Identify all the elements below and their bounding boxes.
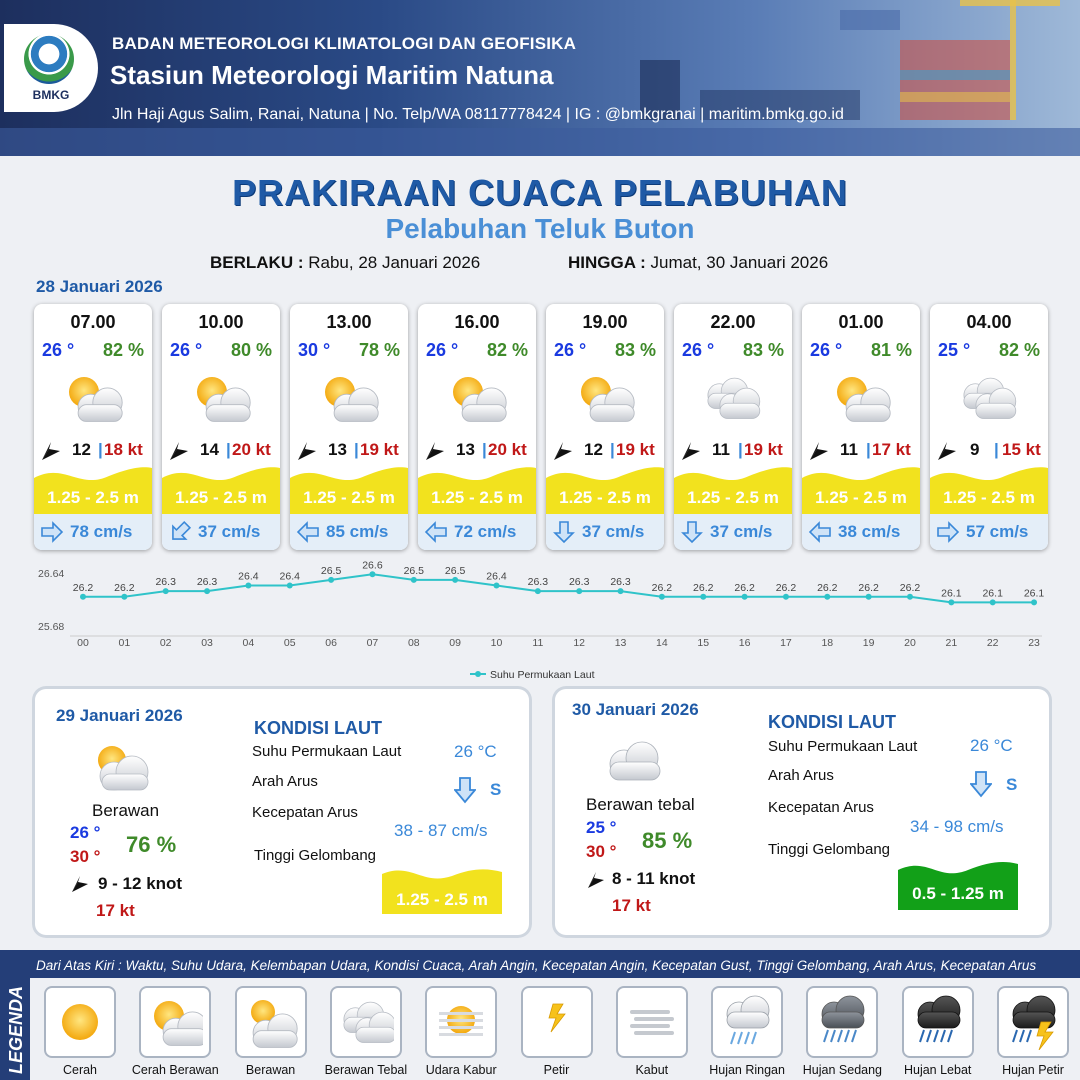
air-temperature: 26 ° [682, 340, 715, 360]
x-tick-label: 22 [986, 637, 999, 649]
hourly-card [546, 304, 664, 550]
valid-to [568, 253, 828, 273]
wind-gust: 18 kt [104, 440, 143, 459]
sst-point [866, 594, 872, 600]
humidity: 81 % [870, 340, 912, 360]
x-tick-label: 14 [656, 637, 668, 649]
legend-label: Hujan Sedang [802, 1063, 882, 1077]
wind-speed: 12 [584, 440, 603, 459]
wave-height: 1.25 - 2.5 m [431, 488, 523, 507]
sst-label: Suhu Permukaan Laut [768, 738, 918, 755]
wind-direction-icon [168, 440, 190, 462]
day-condition: Berawan tebal [586, 795, 695, 814]
air-temperature: 30 ° [298, 340, 331, 360]
legend-icon-box [521, 986, 593, 1058]
wind-info [552, 438, 662, 462]
x-tick-label: 01 [118, 637, 131, 649]
sst-value: 26 °C [970, 736, 1013, 755]
x-tick-label: 12 [573, 637, 586, 649]
valid-to-value: Jumat, 30 Januari 2026 [650, 253, 829, 272]
day-humidity: 76 % [126, 832, 177, 857]
valid-to-label: HINGGA : [568, 253, 646, 272]
current-speed: 37 cm/s [710, 522, 773, 541]
current-info [546, 514, 664, 550]
sst-point [576, 588, 582, 594]
legend-label: Hujan Lebat [903, 1063, 972, 1077]
value-label: 26.3 [196, 576, 218, 589]
valid-from-label: BERLAKU : [210, 253, 304, 272]
value-label: 26.2 [775, 581, 797, 594]
legend-icon-box [997, 986, 1069, 1058]
wind-gust: 15 kt [1002, 440, 1041, 459]
forecast-time: 22.00 [710, 312, 756, 332]
air-temperature: 25 ° [938, 340, 971, 360]
x-tick-label: 06 [325, 637, 337, 649]
cerah-berawan-icon [62, 370, 128, 428]
valid-from-value: Rabu, 28 Januari 2026 [308, 253, 481, 272]
sst-value: 26 °C [454, 742, 497, 761]
sst-point [700, 594, 706, 600]
sea-condition-title: KONDISI LAUT [768, 712, 896, 732]
current-speed-label: Kecepatan Arus [768, 799, 874, 816]
current-speed: 34 - 98 cm/s [910, 817, 1004, 836]
berawan-tebal-icon [958, 370, 1024, 428]
value-label: 26.2 [651, 581, 673, 594]
wind-separator: | [226, 440, 231, 459]
humidity: 83 % [742, 340, 784, 360]
wind-gust: 17 kt [872, 440, 911, 459]
wave-height: 0.5 - 1.25 m [912, 884, 1004, 903]
hourly-card [930, 304, 1048, 550]
wind-separator: | [994, 440, 999, 459]
sst-point [1031, 599, 1037, 605]
cerah-berawan-icon [147, 994, 203, 1050]
current-arrow-icon [168, 520, 192, 544]
sst-point [245, 583, 251, 589]
day-box-29 [32, 686, 532, 938]
legend-entry: Suhu Permukaan Laut [490, 669, 595, 681]
current-info [674, 514, 792, 550]
day-gust: 17 kt [96, 901, 135, 920]
x-tick-label: 18 [821, 637, 834, 649]
x-tick-label: 16 [738, 637, 751, 649]
sst-point [783, 594, 789, 600]
current-info [162, 514, 280, 550]
forecast-time: 04.00 [966, 312, 1012, 332]
sst-label: Suhu Permukaan Laut [252, 743, 402, 760]
forecast-time: 01.00 [838, 312, 884, 332]
wind-separator: | [354, 440, 359, 459]
sst-point [452, 577, 458, 583]
current-info [930, 514, 1048, 550]
air-temperature: 26 ° [810, 340, 843, 360]
cerah-icon [52, 994, 108, 1050]
current-speed: 57 cm/s [966, 522, 1029, 541]
day1-date: 28 Januari 2026 [36, 277, 163, 296]
station-name: Stasiun Meteorologi Maritim Natuna [110, 60, 554, 90]
wind-direction-icon [586, 870, 606, 890]
day-temp-max: 30 ° [586, 842, 617, 861]
current-info [290, 514, 408, 550]
day-date: 29 Januari 2026 [56, 706, 183, 725]
hourly-card [162, 304, 280, 550]
legend-icon-box [235, 986, 307, 1058]
bmkg-emblem-icon [24, 34, 74, 84]
legend-label: Berawan Tebal [324, 1063, 408, 1077]
day-temp-max: 30 ° [70, 847, 101, 866]
wind-direction-icon [680, 440, 702, 462]
legend-icon-box [616, 986, 688, 1058]
current-speed: 37 cm/s [582, 522, 645, 541]
current-direction: S [490, 780, 502, 799]
day-condition: Berawan [92, 801, 160, 820]
sst-point [121, 594, 127, 600]
x-tick-label: 15 [697, 637, 710, 649]
petir-icon [529, 994, 585, 1050]
sst-point [287, 583, 293, 589]
current-info [802, 514, 920, 550]
wind-separator: | [482, 440, 487, 459]
humidity: 80 % [230, 340, 272, 360]
humidity: 78 % [358, 340, 400, 360]
cerah-berawan-icon [190, 370, 256, 428]
wind-info [808, 438, 918, 462]
wind-gust: 19 kt [360, 440, 399, 459]
legend-icon-box [139, 986, 211, 1058]
wave-height-label: Tinggi Gelombang [768, 841, 891, 858]
x-tick-label: 23 [1028, 637, 1040, 649]
berawan-tebal-icon [702, 370, 768, 428]
wind-gust: 19 kt [616, 440, 655, 459]
cerah-berawan-icon [318, 370, 384, 428]
header-banner [0, 0, 1080, 156]
value-label: 26.4 [279, 570, 300, 583]
legend-label: Hujan Ringan [709, 1063, 785, 1077]
humidity: 82 % [998, 340, 1040, 360]
value-label: 26.2 [693, 581, 714, 594]
x-tick-label: 10 [490, 637, 503, 649]
x-tick-label: 09 [449, 637, 461, 649]
wind-separator: | [610, 440, 615, 459]
value-label: 26.2 [858, 581, 879, 594]
wind-gust: 19 kt [744, 440, 783, 459]
wind-separator: | [98, 440, 103, 459]
legend-description: Dari Atas Kiri : Waktu, Suhu Udara, Kelembapan Udara, Kondisi Cuaca, Arah Angin, Kecepatan Angin, Kecepatan Gust, Tinggi Gelombang, Arah Arus, Kecepatan Arus [36, 958, 1037, 973]
wave-height: 1.25 - 2.5 m [175, 488, 267, 507]
forecast-time: 19.00 [582, 312, 628, 332]
x-tick-label: 07 [366, 637, 379, 649]
wind-direction-icon [552, 440, 574, 462]
air-temperature: 26 ° [426, 340, 459, 360]
cerah-berawan-icon [574, 370, 640, 428]
value-label: 26.6 [362, 560, 383, 572]
current-arrow-icon [936, 520, 960, 544]
value-label: 26.3 [527, 576, 549, 589]
wind-direction-icon [70, 874, 90, 894]
legend-icon-box [902, 986, 974, 1058]
hujan-ringan-icon [719, 994, 775, 1050]
forecast-time: 10.00 [198, 312, 244, 332]
svg-text:LEGENDA: LEGENDA [6, 985, 26, 1074]
sst-point [494, 583, 500, 589]
kabut-icon [624, 994, 680, 1050]
day-box-30 [552, 686, 1052, 938]
wind-info [168, 438, 278, 462]
current-speed: 85 cm/s [326, 522, 389, 541]
hujan-lebat-icon [910, 994, 966, 1050]
day-temp-min: 26 ° [70, 823, 101, 842]
wind-speed: 14 [200, 440, 219, 459]
humidity: 82 % [486, 340, 528, 360]
wind-direction-icon [936, 440, 958, 462]
value-label: 26.2 [899, 581, 921, 594]
wave-height: 1.25 - 2.5 m [559, 488, 651, 507]
legend-label: Berawan [245, 1063, 296, 1077]
cloudy-icon [88, 738, 158, 796]
sst-point [369, 571, 375, 577]
wave-height-label: Tinggi Gelombang [254, 847, 377, 864]
forecast-time: 16.00 [454, 312, 500, 332]
current-speed-label: Kecepatan Arus [252, 804, 358, 821]
hourly-card [34, 304, 152, 550]
forecast-time: 13.00 [326, 312, 372, 332]
legend-label: Cerah [62, 1063, 98, 1077]
berawan-tebal-icon [338, 994, 394, 1050]
x-tick-label: 04 [242, 637, 255, 649]
sst-point [163, 588, 169, 594]
hourly-card [418, 304, 536, 550]
value-label: 26.2 [734, 581, 755, 594]
wind-info [936, 438, 1046, 462]
value-label: 26.1 [1023, 587, 1045, 600]
legend-icon-box [330, 986, 402, 1058]
x-tick-label: 21 [945, 637, 958, 649]
berawan-icon [243, 994, 299, 1050]
humidity: 82 % [102, 340, 144, 360]
overcast-icon [602, 736, 668, 786]
x-tick-label: 03 [201, 637, 213, 649]
wind-info [680, 438, 790, 462]
x-tick-label: 20 [904, 637, 916, 649]
current-speed: 37 cm/s [198, 522, 261, 541]
y-tick-label: 26.64 [38, 568, 65, 580]
value-label: 26.3 [155, 576, 176, 589]
sst-point [535, 588, 541, 594]
wind-speed: 13 [328, 440, 347, 459]
air-temperature: 26 ° [42, 340, 75, 360]
wind-direction-icon [40, 440, 62, 462]
wave-height: 1.25 - 2.5 m [303, 488, 395, 507]
current-info [34, 514, 152, 550]
wind-info [296, 438, 406, 462]
wind-speed: 12 [72, 440, 91, 459]
legend-marker [475, 671, 481, 677]
wind-speed: 13 [456, 440, 475, 459]
hujan-sedang-icon [814, 994, 870, 1050]
legend-icon-box [425, 986, 497, 1058]
value-label: 26.5 [403, 564, 425, 577]
sea-condition-title: KONDISI LAUT [254, 718, 382, 738]
x-tick-label: 00 [77, 637, 89, 649]
wind-info [40, 438, 150, 462]
legend-label: Cerah Berawan [131, 1063, 219, 1077]
value-label: 26.5 [320, 564, 342, 577]
wind-separator: | [738, 440, 743, 459]
value-label: 26.2 [817, 581, 838, 594]
valid-from [210, 253, 480, 273]
current-direction-label: Arah Arus [768, 767, 834, 784]
current-direction-label: Arah Arus [252, 773, 318, 790]
current-speed: 38 - 87 cm/s [394, 821, 488, 840]
current-arrow-icon [424, 520, 448, 544]
sst-point [907, 594, 913, 600]
hujan-petir-icon [1005, 994, 1061, 1050]
wind-speed: 9 [970, 440, 980, 459]
x-tick-label: 19 [862, 637, 875, 649]
legend-icon-box [711, 986, 783, 1058]
sst-point [411, 577, 417, 583]
wind-gust: 20 kt [232, 440, 271, 459]
hourly-card [290, 304, 408, 550]
value-label: 26.2 [72, 581, 94, 594]
x-tick-label: 08 [407, 637, 420, 649]
wind-speed: 11 [840, 440, 858, 459]
current-speed: 78 cm/s [70, 522, 133, 541]
current-arrow-icon [552, 520, 576, 544]
sst-line-chart [0, 560, 1080, 685]
current-arrow-icon [40, 520, 64, 544]
current-speed: 38 cm/s [838, 522, 901, 541]
x-tick-label: 05 [283, 637, 296, 649]
current-arrow-down-icon [970, 770, 992, 798]
day-gust: 17 kt [612, 896, 651, 915]
x-tick-label: 02 [159, 637, 172, 649]
hourly-card [674, 304, 792, 550]
value-label: 26.3 [568, 576, 590, 589]
sst-point [824, 594, 830, 600]
current-arrow-icon [680, 520, 704, 544]
sst-point [618, 588, 624, 594]
wind-direction-icon [296, 440, 318, 462]
sst-point [328, 577, 334, 583]
hourly-card [802, 304, 920, 550]
wind-direction-icon [808, 440, 830, 462]
bmkg-logo [4, 24, 98, 112]
wind-speed: 11 [712, 440, 730, 459]
x-tick-label: 11 [532, 637, 544, 649]
value-label: 26.1 [941, 587, 962, 600]
legend-label: Hujan Petir [1002, 1063, 1064, 1077]
legend-icon-box [44, 986, 116, 1058]
value-label: 26.4 [486, 570, 507, 583]
day-temp-min: 25 ° [586, 818, 617, 837]
day-wind-speed: 9 - 12 knot [98, 874, 183, 893]
x-tick-label: 13 [614, 637, 627, 649]
value-label: 26.3 [610, 576, 631, 589]
wave-height: 1.25 - 2.5 m [943, 488, 1035, 507]
air-temperature: 26 ° [170, 340, 203, 360]
cerah-berawan-icon [830, 370, 896, 428]
org-name: BADAN METEOROLOGI KLIMATOLOGI DAN GEOFISIKA [112, 34, 577, 53]
current-info [418, 514, 536, 550]
cerah-berawan-icon [446, 370, 512, 428]
port-name: Pelabuhan Teluk Buton [385, 213, 695, 244]
sst-point [948, 599, 954, 605]
page-title: PRAKIRAAN CUACA PELABUHAN [232, 172, 848, 213]
day-humidity: 85 % [642, 828, 693, 853]
wave-height: 1.25 - 2.5 m [396, 890, 488, 909]
value-label: 26.2 [114, 581, 135, 594]
day-date: 30 Januari 2026 [572, 700, 699, 719]
wave-height: 1.25 - 2.5 m [687, 488, 779, 507]
legend-label: Udara Kabur [425, 1063, 497, 1077]
sst-point [80, 594, 86, 600]
legend-title [4, 958, 28, 1078]
legend-label: Kabut [635, 1063, 669, 1077]
current-speed: 72 cm/s [454, 522, 517, 541]
current-direction: S [1006, 775, 1018, 794]
day-wind-speed: 8 - 11 knot [612, 869, 696, 888]
value-label: 26.5 [444, 564, 466, 577]
wind-separator: | [866, 440, 871, 459]
legend-icon-box [806, 986, 878, 1058]
contact-info: Jln Haji Agus Salim, Ranai, Natuna | No. Telp/WA 08117778424 | IG : @bmkgranai | maritim.bmkg.go.id [112, 106, 844, 123]
value-label: 26.1 [982, 587, 1003, 600]
wind-gust: 20 kt [488, 440, 527, 459]
wind-direction-icon [424, 440, 446, 462]
current-arrow-icon [808, 520, 832, 544]
x-tick-label: 17 [780, 637, 792, 649]
legend-label: Petir [543, 1063, 570, 1077]
current-arrow-icon [296, 520, 320, 544]
sst-point [659, 594, 665, 600]
humidity: 83 % [614, 340, 656, 360]
sst-series-line [83, 574, 1034, 602]
y-tick-label: 25.68 [38, 621, 65, 633]
udara-kabur-icon [433, 994, 489, 1050]
sst-point [990, 599, 996, 605]
sst-point [204, 588, 210, 594]
wave-height: 1.25 - 2.5 m [47, 488, 139, 507]
logo-text: BMKG [32, 88, 70, 102]
forecast-time: 07.00 [70, 312, 116, 332]
value-label: 26.4 [238, 570, 259, 583]
air-temperature: 26 ° [554, 340, 587, 360]
wave-height: 1.25 - 2.5 m [815, 488, 907, 507]
current-arrow-down-icon [454, 776, 476, 804]
wind-info [424, 438, 534, 462]
sst-point [742, 594, 748, 600]
